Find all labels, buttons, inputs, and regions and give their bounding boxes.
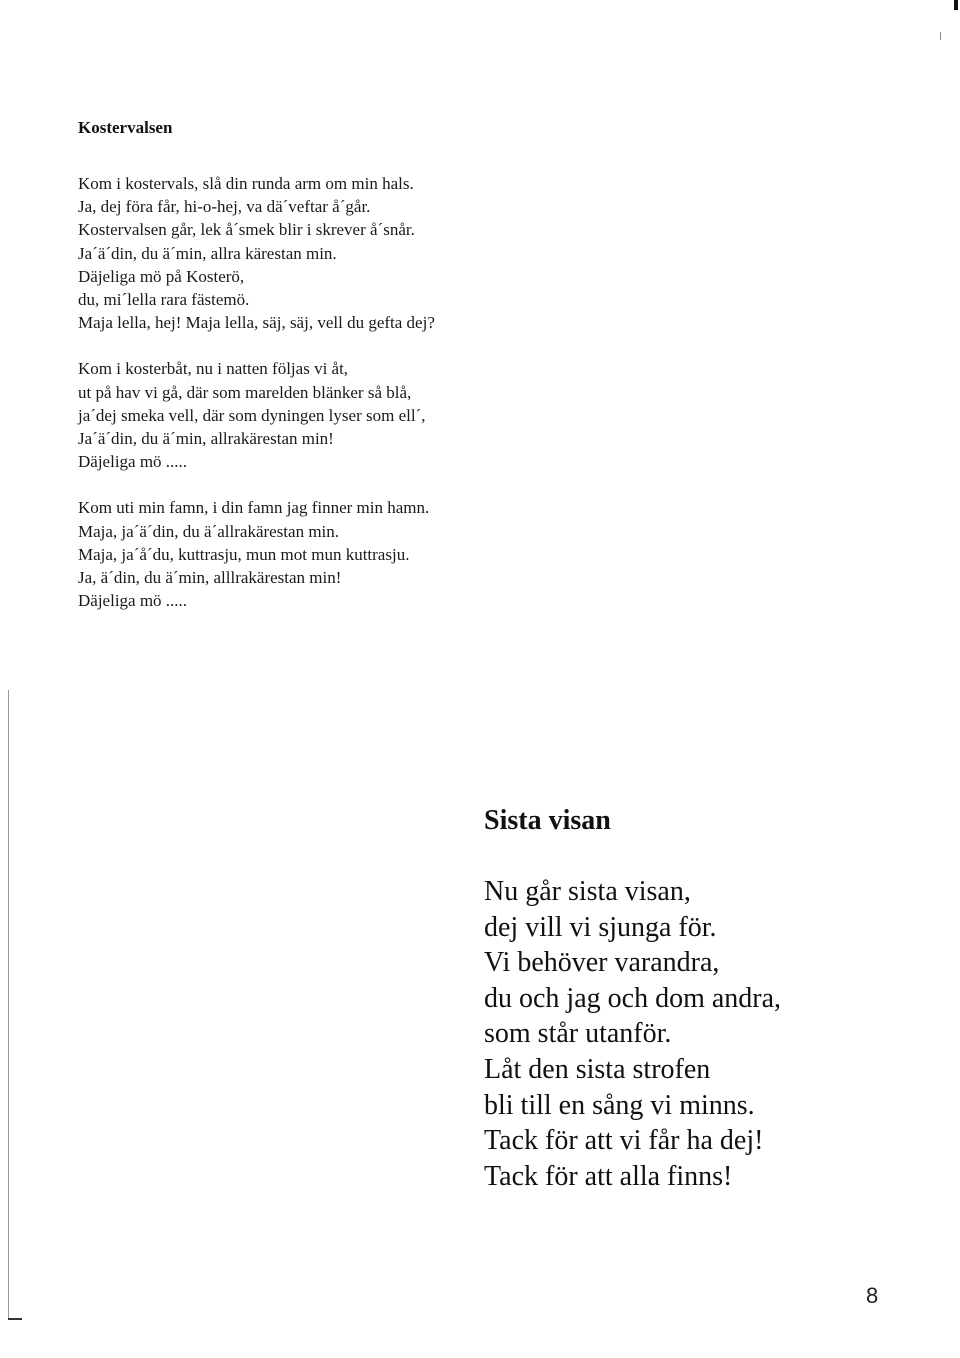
scan-tick-mark — [940, 32, 941, 40]
scan-margin-line — [8, 690, 9, 1320]
lyric-line: Kom i kostervals, slå din runda arm om min hals. — [78, 174, 414, 193]
lyric-line: Vi behöver varandra, — [484, 947, 720, 979]
lyric-line: Ja, ä´din, du ä´min, alllrakärestan min! — [78, 568, 342, 588]
lyric-line: bli till en sång vi minns. — [484, 1089, 755, 1121]
lyric-line: Maja lella, hej! Maja lella, säj, säj, vell du gefta dej? — [78, 313, 435, 333]
lyric-line: Tack för att vi får ha dej! — [484, 1125, 764, 1157]
stanza-1 — [78, 172, 598, 334]
lyric-line: Däjeliga mö ..... — [78, 591, 188, 611]
lyric-line: du och jag och dom andra, — [484, 982, 782, 1014]
lyric-line: Ja´ä´din, du ä´min, allra kärestan min. — [78, 243, 337, 263]
lyric-line: Däjeliga mö ..... — [78, 452, 188, 472]
song-title: Sista visan — [484, 805, 611, 836]
lyric-line: Maja, ja´å´du, kuttrasju, mun mot mun kuttrasju. — [78, 544, 410, 564]
lyric-line: Ja, dej föra får, hi-o-hej, va dä´veftar å´går. — [78, 197, 371, 217]
song-title: Kostervalsen — [78, 118, 173, 137]
scan-corner-mark — [8, 1318, 22, 1320]
lyric-line: Ja´ä´din, du ä´min, allrakärestan min! — [78, 429, 334, 449]
lyric-line: Däjeliga mö på Kosterö, — [78, 266, 245, 286]
lyric-line: Låt den sista strofen — [484, 1053, 711, 1085]
lyric-line: Nu går sista visan, — [484, 876, 691, 907]
page-number: 8 — [866, 1283, 879, 1308]
lyric-line: Maja, ja´ä´din, du ä´allrakärestan min. — [78, 521, 340, 541]
lyric-line: du, mi´lella rara fästemö. — [78, 290, 250, 310]
lyric-line: ut på hav vi gå, där som marelden blänker så blå, — [78, 382, 412, 402]
lyric-line: som står utanför. — [484, 1018, 672, 1050]
song-kostervalsen — [78, 117, 598, 612]
lyric-line: Tack för att alla finns! — [484, 1160, 733, 1192]
lyric-line: ja´dej smeka vell, där som dyningen lyser som ell´, — [78, 405, 426, 425]
lyric-line: dej vill vi sjunga för. — [484, 911, 717, 943]
stanza-2 — [78, 357, 598, 473]
song-sista-visan — [484, 803, 924, 1194]
lyric-line: Kom uti min famn, i din famn jag finner min hamn. — [78, 498, 430, 518]
stanza-3 — [78, 496, 598, 612]
lyric-line: Kom i kosterbåt, nu i natten följas vi åt, — [78, 359, 349, 379]
scan-edge-mark — [954, 0, 958, 10]
lyric-line: Kostervalsen går, lek å´smek blir i skrever å´snår. — [78, 220, 415, 240]
